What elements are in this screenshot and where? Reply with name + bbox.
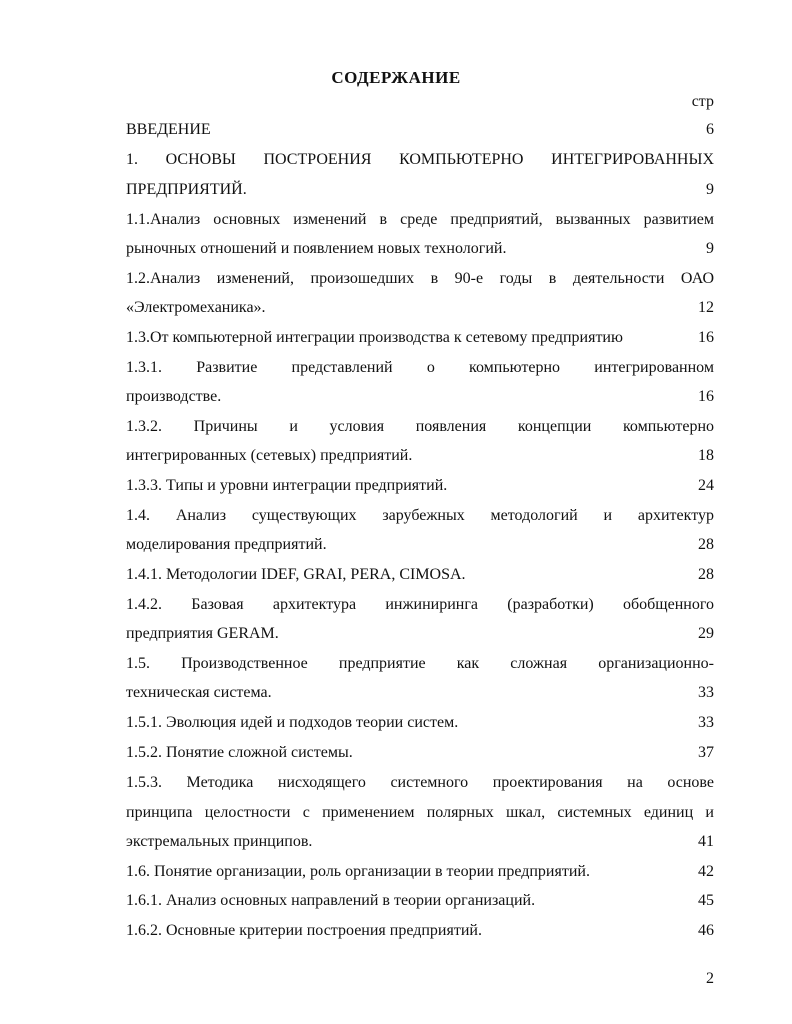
toc-entry-text: ПРЕДПРИЯТИЙ. [126,181,247,198]
toc-entry-text: 1.6.2. Основные критерии построения предприятий. [126,922,482,939]
toc-entry-line[interactable]: 1.1.Анализ основных изменений в среде предприятий, вызванных развитием [126,211,714,228]
toc-entry[interactable] [126,327,714,349]
toc-entry[interactable] [126,831,714,853]
toc-entry-page: 9 [706,240,714,257]
toc-entry[interactable] [126,534,714,556]
toc-entry-page: 37 [698,744,714,761]
toc-entry-text: 1.3.3. Типы и уровни интеграции предприятий. [126,477,448,494]
toc-entry-text: интегрированных (сетевых) предприятий. [126,447,413,464]
toc-entry[interactable] [126,920,714,942]
toc-entry-page: 16 [698,388,714,405]
toc-entry-line[interactable]: 1.4. Анализ существующих зарубежных методологий и архитектур [126,507,714,524]
toc-entry-page: 46 [698,922,714,939]
toc-entry-page: 9 [706,181,714,198]
toc-entry-text: 1.3.От компьютерной интеграции производства к сетевому предприятию [126,329,623,346]
toc-entry-text: техническая система. [126,684,272,701]
toc-entry-text: моделирования предприятий. [126,536,327,553]
page-column-label: стр [691,93,714,110]
toc-entry-page: 24 [698,477,714,494]
toc-entry-page: 6 [706,121,714,138]
toc-entry-line[interactable]: 1.2.Анализ изменений, произошедших в 90-е годы в деятельности ОАО [126,270,714,287]
toc-entry-page: 12 [698,299,714,316]
toc-entry-page: 42 [698,863,714,880]
toc-entry[interactable] [126,712,714,734]
toc-entry-page: 29 [698,625,714,642]
toc-entry[interactable] [126,890,714,912]
toc-entry-text: 1.6.1. Анализ основных направлений в теории организаций. [126,892,536,909]
toc-entry-line[interactable]: 1.3.1. Развитие представлений о компьютерно интегрированном [126,359,714,376]
toc-entry[interactable] [126,179,714,201]
toc-entry[interactable] [126,238,714,260]
toc-entry[interactable] [126,297,714,319]
toc-entry-text: производстве. [126,388,222,405]
toc-entry-page: 33 [698,714,714,731]
toc-entry-text: «Электромеханика». [126,299,266,316]
toc-entry[interactable] [126,861,714,883]
toc-entry-text: 1.4.1. Методологии IDEF, GRAI, PERA, CIMOSA. [126,566,466,583]
page-number: 2 [706,970,714,987]
toc-entry-text: экстремальных принципов. [126,833,313,850]
toc-entry-page: 16 [698,329,714,346]
toc-entry[interactable] [126,445,714,467]
toc-entry-text: рыночных отношений и появлением новых технологий. [126,240,507,257]
toc-entry-text: 1.6. Понятие организации, роль организации в теории предприятий. [126,863,590,880]
toc-entry-line[interactable]: принципа целостности с применением полярных шкал, системных единиц и [126,804,714,821]
toc-entry-text: 1.5.2. Понятие сложной системы. [126,744,353,761]
toc-entry[interactable] [126,623,714,645]
toc-entry-line[interactable]: 1.5.3. Методика нисходящего системного проектирования на основе [126,774,714,791]
toc-entry[interactable] [126,119,714,141]
toc-entry-line[interactable]: 1.3.2. Причины и условия появления концепции компьютерно [126,418,714,435]
toc-entry-page: 41 [698,833,714,850]
toc-entry-text: ВВЕДЕНИЕ [126,121,211,138]
toc-entry[interactable] [126,475,714,497]
page-title: СОДЕРЖАНИЕ [331,68,461,87]
toc-entry[interactable] [126,564,714,586]
toc-entry[interactable] [126,386,714,408]
toc-entry[interactable] [126,742,714,764]
toc-entry-page: 45 [698,892,714,909]
toc-entry-page: 18 [698,447,714,464]
toc-entry-page: 28 [698,536,714,553]
toc-entry-text: 1.5.1. Эволюция идей и подходов теории систем. [126,714,459,731]
toc-entry-text: предприятия GERAM. [126,625,279,642]
toc-entry-page: 33 [698,684,714,701]
toc-entry[interactable] [126,682,714,704]
toc-entry-page: 28 [698,566,714,583]
toc-entry-line[interactable]: 1. ОСНОВЫ ПОСТРОЕНИЯ КОМПЬЮТЕРНО ИНТЕГРИРОВАННЫХ [126,151,714,168]
toc-entry-line[interactable]: 1.5. Производственное предприятие как сложная организационно- [126,655,714,672]
toc-entry-line[interactable]: 1.4.2. Базовая архитектура инжиниринга (разработки) обобщенного [126,596,714,613]
